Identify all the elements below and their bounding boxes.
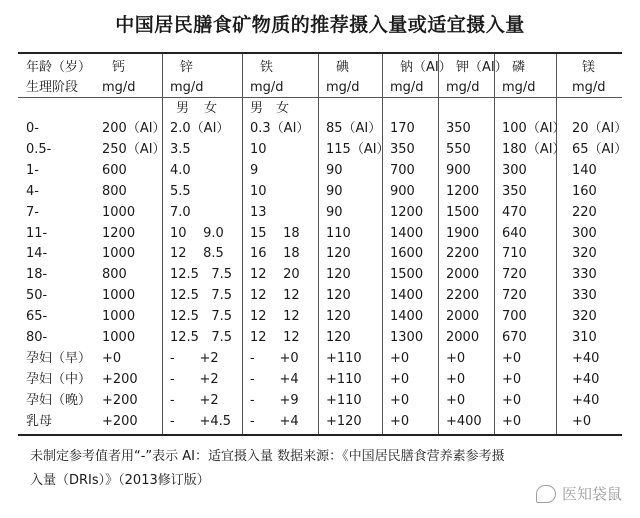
cell-phosphorus: +0 bbox=[502, 350, 522, 366]
cell-potassium: +0 bbox=[446, 371, 466, 387]
cell-calcium: +0 bbox=[102, 350, 122, 366]
cell-phosphorus: 670 bbox=[502, 330, 527, 345]
header-phosphorus: 磷 bbox=[512, 60, 526, 75]
cell-iron: - +4 bbox=[250, 371, 299, 387]
cell-age: 孕妇（早） bbox=[26, 350, 92, 366]
cell-phosphorus: 640 bbox=[502, 225, 527, 241]
cell-iron: - +0 bbox=[250, 350, 299, 366]
cell-age: 4- bbox=[26, 183, 39, 199]
cell-magnesium: +40 bbox=[572, 371, 600, 387]
cell-magnesium: 330 bbox=[572, 267, 597, 283]
cell-phosphorus: +0 bbox=[502, 392, 522, 408]
cell-sodium: 1400 bbox=[390, 288, 424, 304]
cell-calcium: 250（AI） bbox=[102, 141, 166, 157]
cell-iodine: 120 bbox=[326, 288, 351, 304]
watermark-text: 医知袋鼠 bbox=[561, 485, 622, 503]
cell-age: 7- bbox=[26, 204, 39, 220]
header-magnesium: 镁 bbox=[582, 60, 596, 75]
cell-potassium: 550 bbox=[446, 141, 471, 157]
cell-iodine: 85（AI） bbox=[326, 121, 382, 136]
col-divider bbox=[382, 54, 383, 434]
cell-iron: 10 bbox=[250, 183, 267, 199]
cell-sodium: 1400 bbox=[390, 225, 424, 241]
header-unit-calcium: mg/d bbox=[102, 80, 136, 95]
cell-zinc: 3.5 bbox=[170, 141, 191, 157]
cell-sodium: 350 bbox=[390, 141, 415, 157]
cell-phosphorus: 350 bbox=[502, 183, 527, 199]
cell-iron: 16 18 bbox=[250, 246, 300, 262]
cell-iron: 12 12 bbox=[250, 309, 300, 325]
cell-phosphorus: 720 bbox=[502, 267, 527, 283]
header-sodium: 钠（AI） bbox=[400, 60, 452, 75]
header-unit-sodium: mg/d bbox=[390, 80, 424, 95]
top-rule bbox=[18, 52, 622, 54]
cell-magnesium: 310 bbox=[572, 330, 597, 345]
cell-magnesium: 140 bbox=[572, 162, 597, 178]
cell-zinc: 4.0 bbox=[170, 162, 191, 178]
cell-calcium: 800 bbox=[102, 183, 127, 199]
cell-sodium: 1500 bbox=[390, 267, 424, 283]
cell-iron: 12 12 bbox=[250, 288, 300, 304]
cell-iron: 12 20 bbox=[250, 267, 300, 283]
cell-iodine: 90 bbox=[326, 204, 343, 220]
cell-iodine: 115（AI） bbox=[326, 141, 390, 157]
cell-sodium: +0 bbox=[390, 371, 410, 387]
col-divider bbox=[318, 54, 319, 434]
cell-sodium: 1300 bbox=[390, 330, 424, 345]
cell-iodine: +110 bbox=[326, 392, 362, 408]
bottom-rule bbox=[18, 434, 622, 436]
cell-potassium: 2000 bbox=[446, 330, 480, 345]
cell-age: 65- bbox=[26, 309, 48, 325]
header-zinc: 锌 bbox=[180, 60, 194, 75]
cell-potassium: +400 bbox=[446, 413, 482, 429]
header-unit-zinc: mg/d bbox=[170, 80, 204, 95]
cell-age: 孕妇（晚） bbox=[26, 392, 92, 408]
sex-label-male: 男 bbox=[176, 101, 190, 116]
cell-magnesium: 320 bbox=[572, 246, 597, 262]
cell-sodium: 1600 bbox=[390, 246, 424, 262]
cell-zinc: 7.0 bbox=[170, 204, 191, 220]
cell-sodium: 900 bbox=[390, 183, 415, 199]
chat-bubble-icon bbox=[536, 485, 556, 503]
cell-phosphorus: 720 bbox=[502, 288, 527, 304]
cell-magnesium: +0 bbox=[572, 413, 592, 429]
cell-potassium: 1200 bbox=[446, 183, 480, 199]
cell-sodium: 1200 bbox=[390, 204, 424, 220]
cell-iodine: 110 bbox=[326, 225, 351, 241]
cell-potassium: 2200 bbox=[446, 246, 480, 262]
cell-zinc: - +2 bbox=[170, 371, 219, 387]
header-unit-iron: mg/d bbox=[250, 80, 284, 95]
cell-zinc: 12 8.5 bbox=[170, 246, 224, 262]
sex-label-male: 男 bbox=[250, 101, 264, 116]
cell-potassium: 1900 bbox=[446, 225, 480, 241]
cell-iodine: +120 bbox=[326, 413, 362, 429]
cell-phosphorus: 100（AI） bbox=[502, 121, 566, 136]
footnote-line-1: 未制定参考值者用“-”表示 AI：适宜摄入量 数据来源：《中国居民膳食营养素参考摄 bbox=[30, 449, 505, 464]
cell-calcium: 1000 bbox=[102, 204, 136, 220]
cell-age: 11- bbox=[26, 225, 48, 241]
cell-zinc: - +4.5 bbox=[170, 413, 232, 429]
cell-age: 乳母 bbox=[26, 413, 53, 429]
header-potassium: 钾（AI） bbox=[456, 60, 508, 75]
cell-iron: - +9 bbox=[250, 392, 299, 408]
cell-potassium: 2200 bbox=[446, 288, 480, 304]
cell-phosphorus: +0 bbox=[502, 413, 522, 429]
cell-potassium: 1500 bbox=[446, 204, 480, 220]
sex-label-female: 女 bbox=[204, 101, 218, 116]
cell-calcium: 800 bbox=[102, 267, 127, 283]
header-unit-age: 生理阶段 bbox=[26, 80, 79, 95]
page-title: 中国居民膳食矿物质的推荐摄入量或适宜摄入量 bbox=[115, 14, 525, 36]
cell-phosphorus: 710 bbox=[502, 246, 527, 262]
cell-iodine: 120 bbox=[326, 309, 351, 325]
cell-iodine: 90 bbox=[326, 162, 343, 178]
cell-iron: 15 18 bbox=[250, 225, 300, 241]
cell-sodium: +0 bbox=[390, 350, 410, 366]
cell-zinc: 5.5 bbox=[170, 183, 191, 199]
header-unit-iodine: mg/d bbox=[326, 80, 360, 95]
cell-magnesium: +40 bbox=[572, 350, 600, 366]
cell-sodium: 170 bbox=[390, 121, 415, 136]
cell-calcium: +200 bbox=[102, 371, 138, 387]
cell-phosphorus: 180（AI） bbox=[502, 141, 566, 157]
cell-age: 18- bbox=[26, 267, 48, 283]
header-unit-phosphorus: mg/d bbox=[502, 80, 536, 95]
cell-magnesium: 300 bbox=[572, 225, 597, 241]
cell-magnesium: 320 bbox=[572, 309, 597, 325]
cell-magnesium: 160 bbox=[572, 183, 597, 199]
watermark bbox=[536, 483, 622, 504]
cell-age: 0- bbox=[26, 121, 39, 136]
cell-iodine: 120 bbox=[326, 330, 351, 345]
cell-iron: 12 12 bbox=[250, 330, 300, 345]
cell-iodine: 90 bbox=[326, 183, 343, 199]
cell-phosphorus: 300 bbox=[502, 162, 527, 178]
cell-magnesium: 20（AI） bbox=[572, 121, 628, 136]
cell-magnesium: +40 bbox=[572, 392, 600, 408]
cell-age: 80- bbox=[26, 330, 48, 345]
cell-iodine: +110 bbox=[326, 350, 362, 366]
cell-calcium: 1000 bbox=[102, 330, 136, 345]
cell-zinc: 12.5 7.5 bbox=[170, 330, 233, 345]
col-divider bbox=[556, 54, 557, 434]
cell-iron: 10 bbox=[250, 141, 267, 157]
col-divider bbox=[494, 54, 495, 434]
header-unit-potassium: mg/d bbox=[446, 80, 480, 95]
cell-phosphorus: +0 bbox=[502, 371, 522, 387]
cell-sodium: +0 bbox=[390, 413, 410, 429]
cell-age: 1- bbox=[26, 162, 39, 178]
header-iron: 铁 bbox=[260, 60, 274, 75]
cell-sodium: 700 bbox=[390, 162, 415, 178]
cell-calcium: +200 bbox=[102, 413, 138, 429]
cell-iron: 0.3（AI） bbox=[250, 121, 310, 136]
cell-zinc: 12.5 7.5 bbox=[170, 309, 233, 325]
cell-iron: 9 bbox=[250, 162, 259, 178]
cell-potassium: +0 bbox=[446, 392, 466, 408]
cell-calcium: 600 bbox=[102, 162, 127, 178]
cell-calcium: 200（AI） bbox=[102, 121, 166, 136]
cell-calcium: 1000 bbox=[102, 246, 136, 262]
cell-magnesium: 220 bbox=[572, 204, 597, 220]
cell-phosphorus: 470 bbox=[502, 204, 527, 220]
header-age: 年龄（岁） bbox=[26, 60, 92, 75]
cell-age: 50- bbox=[26, 288, 48, 304]
col-divider bbox=[438, 54, 439, 434]
cell-iron: - +4 bbox=[250, 413, 299, 429]
cell-calcium: 1000 bbox=[102, 309, 136, 325]
cell-iodine: 120 bbox=[326, 267, 351, 283]
cell-zinc: - +2 bbox=[170, 350, 219, 366]
cell-age: 0.5- bbox=[26, 141, 52, 157]
cell-zinc: 12.5 7.5 bbox=[170, 267, 233, 283]
sex-label-female: 女 bbox=[276, 101, 290, 116]
cell-sodium: 1400 bbox=[390, 309, 424, 325]
cell-iodine: +110 bbox=[326, 371, 362, 387]
cell-sodium: +0 bbox=[390, 392, 410, 408]
cell-age: 14- bbox=[26, 246, 48, 262]
cell-magnesium: 65（AI） bbox=[572, 141, 628, 157]
cell-potassium: 900 bbox=[446, 162, 471, 178]
footnote-line-2: 入量（DRIs）》（2013修订版） bbox=[30, 473, 210, 488]
cell-calcium: +200 bbox=[102, 392, 138, 408]
cell-zinc: 10 9.0 bbox=[170, 225, 224, 241]
cell-age: 孕妇（中） bbox=[26, 371, 92, 387]
cell-calcium: 1000 bbox=[102, 288, 136, 304]
cell-iron: 13 bbox=[250, 204, 267, 220]
header-unit-magnesium: mg/d bbox=[572, 80, 606, 95]
cell-zinc: 2.0（AI） bbox=[170, 121, 230, 136]
cell-zinc: 12.5 7.5 bbox=[170, 288, 233, 304]
cell-phosphorus: 700 bbox=[502, 309, 527, 325]
cell-potassium: 2000 bbox=[446, 309, 480, 325]
header-calcium: 钙 bbox=[112, 60, 126, 75]
header-iodine: 碘 bbox=[336, 60, 350, 75]
cell-potassium: 2000 bbox=[446, 267, 480, 283]
cell-potassium: 350 bbox=[446, 121, 471, 136]
col-divider bbox=[242, 54, 243, 434]
cell-zinc: - +2 bbox=[170, 392, 219, 408]
cell-potassium: +0 bbox=[446, 350, 466, 366]
cell-calcium: 1200 bbox=[102, 225, 136, 241]
cell-iodine: 120 bbox=[326, 246, 351, 262]
cell-magnesium: 330 bbox=[572, 288, 597, 304]
col-divider bbox=[162, 54, 163, 434]
